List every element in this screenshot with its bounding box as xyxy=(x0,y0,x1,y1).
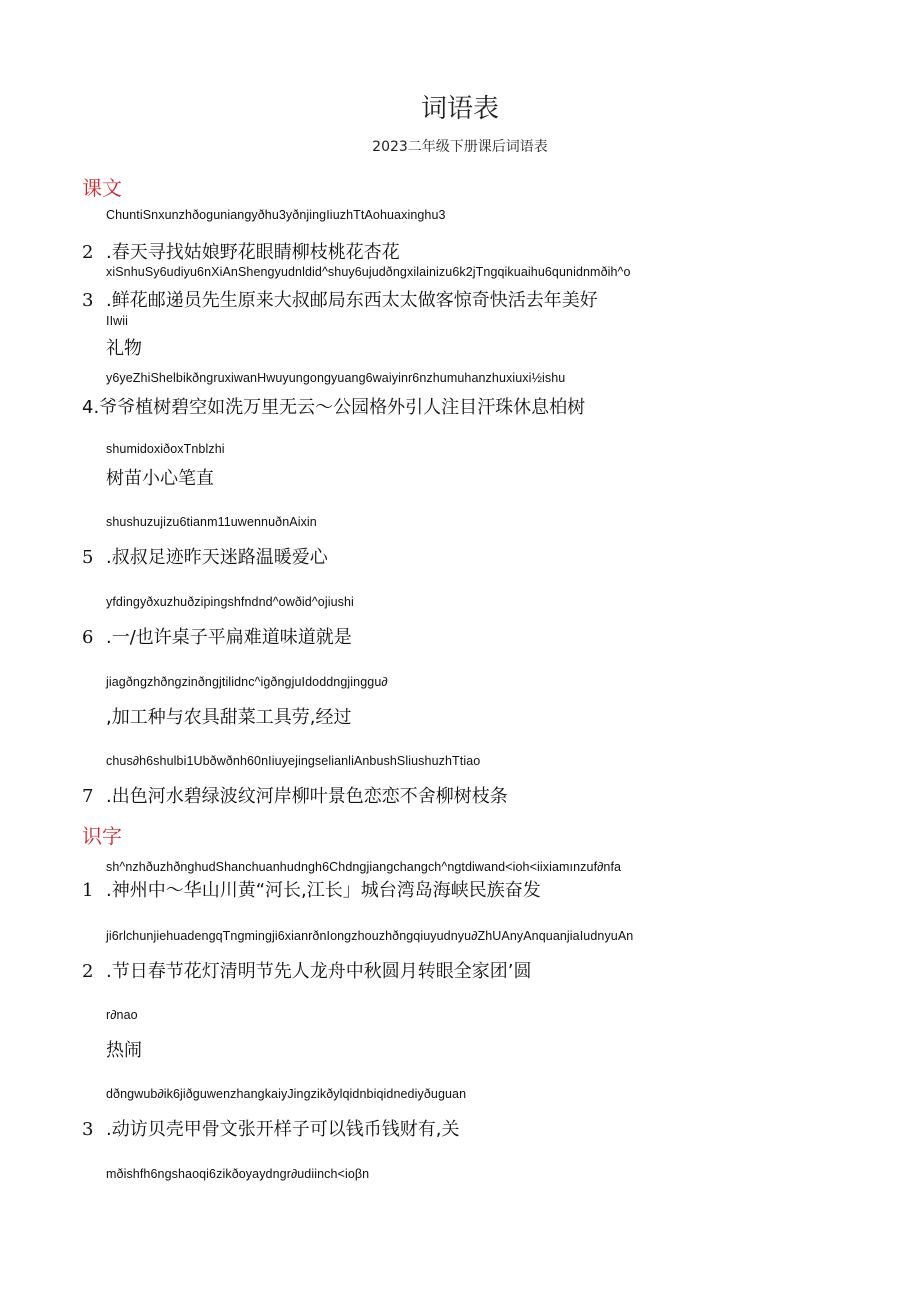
pinyin-line: xiSnhuSy6udiyu6nXiAnShengyudnldid^shuy6ujudðngxilainizu6k2jTngqikuaihu6qunidnmðih^o xyxy=(106,265,631,279)
word-line: 礼物 xyxy=(106,338,142,359)
word-line xyxy=(82,1115,459,1141)
pinyin-line: ji6rlchunjiehuadengqTngmingji6xianrðnIongzhouzhðngqiuyudnyu∂ZhUAnyAnquanjiaIudnyuAn xyxy=(106,929,634,943)
word-text: .神州中～华山川黄“河长,江长」城台湾岛海峡民族奋发 xyxy=(106,880,541,901)
pinyin-line: mðishfh6ngshaoqi6zikðoyaydngr∂udiinch<ioβn xyxy=(106,1167,370,1181)
word-line: 热闹 xyxy=(106,1040,142,1061)
pinyin-line: sh^nzhðuzhðnghudShanchuanhudngh6Chdngjiangchangch^ngtdiwand<ioh<iixiamınzuf∂nfa xyxy=(106,860,622,874)
word-text: .春天寻找姑娘野花眼睛柳枝桃花杏花 xyxy=(106,242,400,263)
item-number: 2 xyxy=(82,961,94,982)
word-line: 树苗小心笔直 xyxy=(106,468,214,489)
item-number: 7 xyxy=(82,786,94,807)
section-heading-kewen: 课文 xyxy=(82,176,122,200)
word-line: ,加工种与农具甜菜工具劳,经过 xyxy=(106,707,352,728)
pinyin-line: IIwii xyxy=(106,314,129,328)
word-line: 4.爷爷植树碧空如洗万里无云～公园格外引人注目汗珠休息柏树 xyxy=(82,397,586,418)
word-line xyxy=(82,782,508,808)
word-text: .节日春节花灯清明节先人龙舟中秋圆月转眼全家团’圆 xyxy=(106,961,532,982)
item-number: 5 xyxy=(82,547,94,568)
word-line xyxy=(82,543,328,569)
word-text: .一/也许桌子平扁难道味道就是 xyxy=(106,627,352,648)
page-subtitle: 2023二年级下册课后词语表 xyxy=(372,139,548,155)
word-line xyxy=(82,876,541,902)
word-text: .叔叔足迹昨天迷路温暖爱心 xyxy=(106,547,328,568)
item-number: 1 xyxy=(82,880,94,901)
pinyin-line: r∂nao xyxy=(106,1008,138,1022)
pinyin-line: jiagðngzhðngzinðngjtilidnc^igðngjuIdoddngjinggu∂ xyxy=(106,675,388,689)
item-number: 6 xyxy=(82,627,94,648)
pinyin-line: shushuzujizu6tianm11uwennuðnAixin xyxy=(106,515,317,529)
pinyin-line: dðngwub∂ik6jiðguwenzhangkaiyJingzikðylqidnbiqidnediyðuguan xyxy=(106,1087,467,1101)
item-number: 2 xyxy=(82,242,94,263)
word-line xyxy=(82,286,598,312)
pinyin-line: y6yeZhiShelbikðngruxiwanHwuyungongyuang6waiyinr6nzhumuhanzhuxiuxi½ishu xyxy=(106,371,566,385)
word-text: .鲜花邮递员先生原来大叔邮局东西太太做客惊奇快活去年美好 xyxy=(106,290,598,311)
word-text: .动访贝壳甲骨文张开样子可以钱币钱财有,关 xyxy=(106,1119,460,1140)
word-text: .出色河水碧绿波纹河岸柳叶景色恋恋不舍柳树枝条 xyxy=(106,786,508,807)
word-line xyxy=(82,957,531,983)
word-line xyxy=(82,623,352,649)
item-number: 3 xyxy=(82,290,94,311)
item-number: 3 xyxy=(82,1119,94,1140)
pinyin-line: shumidoxiðoxTnblzhi xyxy=(106,442,225,456)
page-title: 词语表 xyxy=(420,94,499,124)
pinyin-line: chus∂h6shulbi1Ubðwðnh60nIiuyejingselianliAnbushSliushuzhTtiao xyxy=(106,754,481,768)
section-heading-shizi: 识字 xyxy=(82,824,122,848)
word-line xyxy=(82,238,400,264)
pinyin-line: ChuntiSnxunzhðoguniangyðhu3yðnjingIiuzhTtAohuaxinghu3 xyxy=(106,208,446,222)
pinyin-line: yfdingyðxuzhuðzipingshfndnd^owðid^ojiushi xyxy=(106,595,354,609)
